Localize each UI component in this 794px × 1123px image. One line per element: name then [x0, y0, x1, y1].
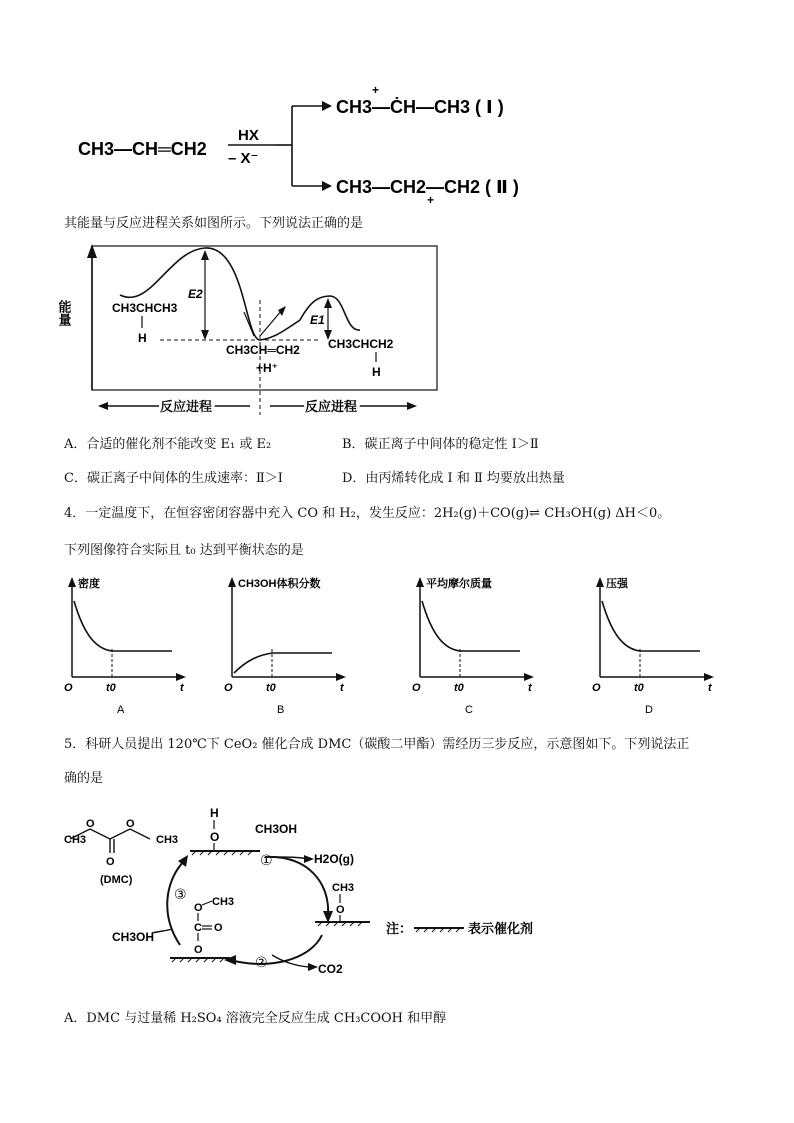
e2-label: E2: [188, 287, 203, 301]
y-axis-arrow: [228, 577, 236, 587]
graph-ylabel: CH3OH体积分数: [238, 578, 321, 590]
y-axis-arrow: [68, 577, 76, 587]
q4-graph-d: [590, 573, 740, 723]
reagent-hx: HX: [238, 127, 259, 144]
q3-option-d: D．由丙烯转化成 Ⅰ 和 Ⅱ 均要放出热量: [342, 471, 565, 486]
product-ii: CH3—CH2—CH2 ( Ⅱ ): [336, 177, 519, 197]
graph-t: t: [340, 682, 344, 694]
x-axis-arrow: [524, 673, 534, 681]
graph-t0: t0: [454, 682, 464, 694]
svg-text:O: O: [214, 922, 223, 934]
q4-graph-a: [62, 573, 212, 723]
step-3: ③: [174, 886, 187, 902]
step-2: ②: [255, 954, 268, 970]
svg-text:H: H: [210, 806, 219, 820]
graph-t: t: [180, 682, 184, 694]
right-h: H: [372, 365, 381, 379]
graph-curve: [422, 601, 520, 651]
svg-text:O: O: [106, 856, 115, 868]
q5-stem-line1: 5．科研人员提出 120℃下 CeO₂ 催化合成 DMC（碳酸二甲酯）需经历三步反应，示意图如下。下列说法正: [64, 737, 690, 752]
q4-stem-line1: 4．一定温度下，在恒容密闭容器中充入 CO 和 H₂，发生反应：2H₂(g)＋CO(g)⇌ CH₃OH(g) ΔH＜0。: [64, 506, 671, 521]
right-species: CH3CHCH2: [328, 337, 394, 351]
middle-plus-h: +H⁺: [256, 361, 279, 375]
graph-origin: O: [592, 682, 601, 694]
q3-option-b: B．碳正离子中间体的稳定性 Ⅰ＞Ⅱ: [342, 437, 539, 452]
y-axis-arrow: [416, 577, 424, 587]
q4-graph-c: [410, 573, 560, 723]
svg-text:C: C: [194, 922, 202, 934]
graph-curve: [234, 653, 332, 673]
left-species: CH3CHCH3: [112, 301, 178, 315]
x-axis-arrow: [704, 673, 714, 681]
dmc-label: (DMC): [100, 874, 133, 886]
plus-sign-i: +: [372, 83, 380, 97]
graph-ylabel: 平均摩尔质量: [426, 578, 492, 590]
svg-text:O: O: [194, 902, 203, 914]
graph-ylabel: 密度: [78, 578, 100, 590]
q3-option-a: A．合适的催化剂不能改变 E₁ 或 E₂: [64, 437, 272, 452]
intro-text: 其能量与反应进程关系如图所示。下列说法正确的是: [64, 216, 364, 231]
dmc-cycle-diagram: [60, 795, 550, 995]
graph-curve: [602, 601, 700, 651]
x-label-right: 反应进程: [305, 399, 358, 414]
graph-letter: A: [117, 704, 125, 716]
product-i: CH3—ĊH—CH3 ( Ⅰ ): [336, 97, 504, 117]
x-label-left: 反应进程: [160, 399, 213, 414]
step-1: ①: [260, 852, 273, 868]
e1-label: E1: [310, 313, 325, 327]
svg-text:O: O: [194, 944, 203, 956]
left-h: H: [138, 331, 147, 345]
svg-text:O: O: [86, 818, 95, 830]
reactant: CH3—CH═CH2: [78, 139, 207, 159]
reagent-minus-x: – X⁻: [228, 150, 259, 167]
graph-letter: B: [277, 704, 285, 716]
graph-curve: [74, 601, 172, 651]
graph-letter: D: [645, 704, 653, 716]
graph-t0: t0: [106, 682, 116, 694]
q4-stem-line2: 下列图像符合实际且 t₀ 达到平衡状态的是: [64, 543, 304, 558]
q5-stem-line2: 确的是: [64, 771, 104, 786]
co2-product: CO2: [318, 962, 343, 976]
h2o-product: H2O(g): [314, 852, 354, 866]
graph-t: t: [708, 682, 712, 694]
q3-option-c: C．碳正离子中间体的生成速率：Ⅱ＞Ⅰ: [64, 471, 283, 486]
q5-option-a: A．DMC 与过量稀 H₂SO₄ 溶液完全反应生成 CH₃COOH 和甲醇: [64, 1011, 447, 1026]
graph-ylabel: 压强: [606, 578, 628, 590]
ch3oh-left: CH3OH: [112, 930, 155, 944]
svg-text:CH3: CH3: [332, 882, 355, 894]
x-axis-arrow: [176, 673, 186, 681]
y-axis-label: 能量: [56, 300, 72, 326]
graph-origin: O: [64, 682, 73, 694]
graph-t0: t0: [634, 682, 644, 694]
q4-graph-b: [222, 573, 372, 723]
y-axis-arrow: [596, 577, 604, 587]
svg-text:O: O: [336, 904, 345, 916]
graph-origin: O: [224, 682, 233, 694]
ch3oh-top: CH3OH: [255, 822, 298, 836]
graph-origin: O: [412, 682, 421, 694]
svg-text:O: O: [210, 830, 220, 844]
graph-t0: t0: [266, 682, 276, 694]
middle-species: CH3CH═CH2: [226, 343, 300, 357]
svg-text:CH3: CH3: [64, 834, 87, 846]
energy-diagram: [56, 240, 440, 420]
graph-t: t: [528, 682, 532, 694]
svg-text:CH3: CH3: [156, 834, 179, 846]
reaction-scheme: [60, 80, 520, 205]
svg-text:O: O: [126, 818, 135, 830]
note-label: 注：: [386, 921, 413, 936]
x-axis-arrow: [336, 673, 346, 681]
plus-sign-ii: +: [427, 193, 435, 207]
note-text: 表示催化剂: [468, 921, 534, 936]
graph-letter: C: [465, 704, 473, 716]
svg-text:CH3: CH3: [212, 896, 235, 908]
